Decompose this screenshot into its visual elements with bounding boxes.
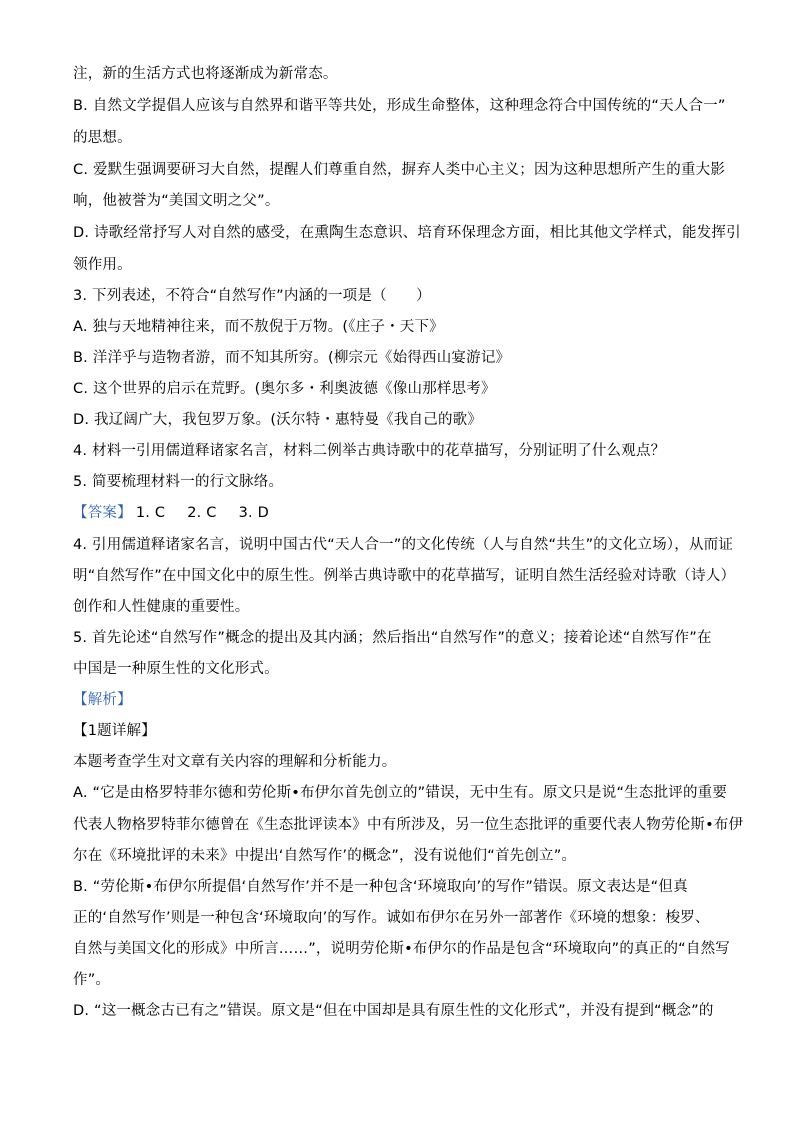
detail-text-line: 正的‘自然写作’则是一种包含‘环境取向’的写作。诚如布伊尔在另外一部著作《环境的想象：梭罗、	[73, 910, 710, 926]
answer-label: 【答案】	[73, 505, 132, 521]
detail-text-line: D. “这一概念古已有之”错误。原文是“但在中国却是具有原生性的文化形式”，并没有提到“概念”的	[73, 1003, 714, 1019]
detail-text-line: B. “劳伦斯•布伊尔所提倡‘自然写作’并不是一种包含‘环境取向’的写作”错误。原文表达是“但真	[73, 879, 688, 895]
text-line: C. 爱默生强调要研习大自然，提醒人们尊重自然，摒弃人类中心主义；因为这种思想所产生的重大影	[73, 162, 726, 178]
analysis-label: 【解析】	[73, 692, 132, 708]
question-5: 5. 简要梳理材料一的行文脉络。	[73, 474, 284, 490]
answer-text-line: 明“自然写作”在中国文化中的原生性。例举古典诗歌中的花草描写，证明自然生活经验对诗歌（诗人）	[73, 568, 736, 584]
detail-text-line: A. “它是由格罗特菲尔德和劳伦斯•布伊尔首先创立的”错误，无中生有。原文只是说“生态批评的重要	[73, 785, 728, 801]
answer-item: 1. C	[135, 505, 166, 521]
question-3-stem: 3. 下列表述，不符合“自然写作”内涵的一项是（ ）	[73, 288, 431, 304]
text-line: 响，他被誉为“美国文明之父”。	[73, 193, 280, 209]
detail-text-line: 代表人物格罗特菲尔德曾在《生态批评读本》中有所涉及，另一位生态批评的重要代表人物劳伦斯•布伊	[73, 817, 744, 833]
answer-text-line: 中国是一种原生性的文化形式。	[73, 661, 279, 677]
detail-text-line: 本题考查学生对文章有关内容的理解和分析能力。	[73, 754, 397, 770]
answer-item: 2. C	[187, 505, 217, 521]
option-d: D. 我辽阔广大，我包罗万象。(沃尔特・惠特曼《我自己的歌》	[73, 412, 483, 428]
option-c: C. 这个世界的启示在荒野。(奥尔多・利奥波德《像山那样思考》	[73, 381, 496, 397]
text-line: 的思想。	[73, 130, 132, 146]
text-line: D. 诗歌经常抒写人对自然的感受，在熏陶生态意识、培育环保理念方面，相比其他文学样式，能发挥引	[73, 225, 741, 241]
answer-line	[73, 503, 269, 523]
option-b: B. 洋洋乎与造物者游，而不知其所穷。(柳宗元《始得西山宴游记》	[73, 350, 511, 366]
answer-item: 3. D	[238, 505, 269, 521]
text-line: 注，新的生活方式也将逐渐成为新常态。	[73, 66, 338, 82]
text-line: B. 自然文学提倡人应该与自然界和谐平等共处，形成生命整体，这种理念符合中国传统的“天人合一”	[73, 98, 726, 114]
answer-text-line: 5. 首先论述“自然写作”概念的提出及其内涵；然后指出“自然写作”的意义；接着论述“自然写作”在	[73, 630, 712, 646]
detail-text-line: 作”。	[73, 972, 111, 988]
detail-text-line: 自然与美国文化的形成》中所言……”，说明劳伦斯•布伊尔的作品是包含“环境取向”的真正的“自然写	[73, 941, 730, 957]
answer-text-line: 4. 引用儒道释诸家名言，说明中国古代“天人合一”的文化传统（人与自然“共生”的文化立场），从而证	[73, 537, 734, 553]
text-line: 领作用。	[73, 257, 132, 273]
answer-text-line: 创作和人性健康的重要性。	[73, 599, 250, 615]
detail-text-line: 尔在《环境批评的未来》中提出‘自然写作’的概念”，没有说他们“首先创立”。	[73, 848, 577, 864]
question-4: 4. 材料一引用儒道释诸家名言，材料二例举古典诗歌中的花草描写，分别证明了什么观点？	[73, 443, 666, 459]
detail-label: 【1题详解】	[73, 723, 156, 739]
option-a: A. 独与天地精神往来，而不敖倪于万物。(《庄子・天下》	[73, 319, 444, 335]
